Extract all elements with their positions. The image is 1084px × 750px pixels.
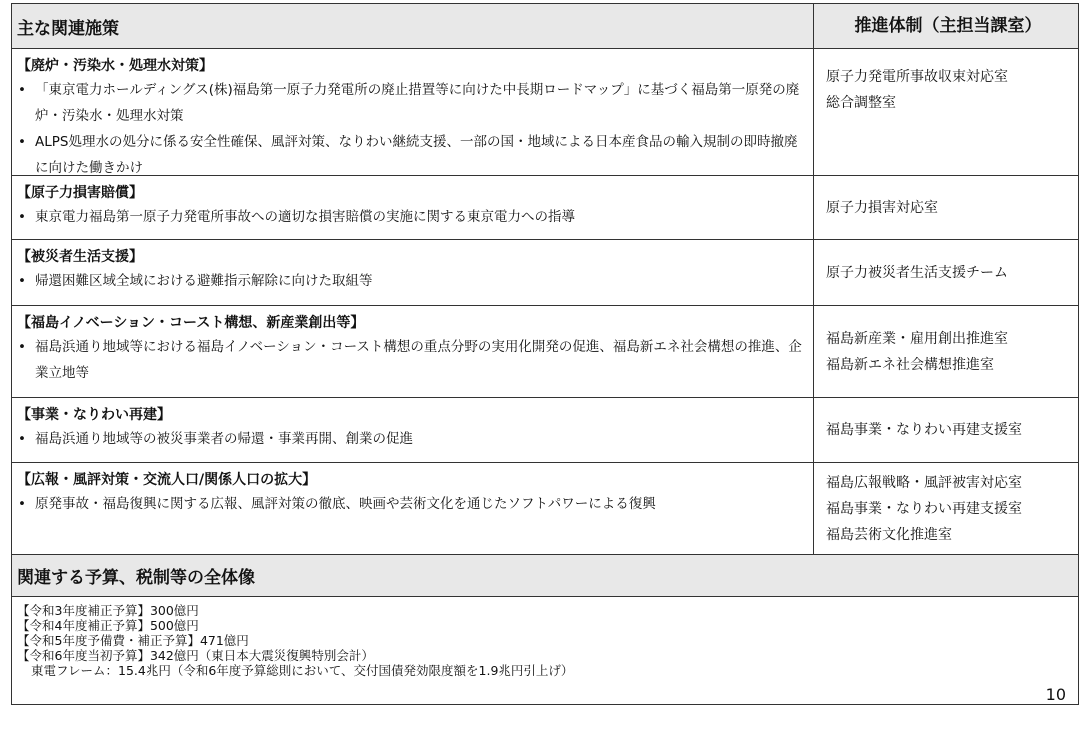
policy-row-public-relations [12,462,1078,554]
policy-cell [12,306,814,397]
page-number: 10 [1045,685,1066,704]
budget-body [12,596,1078,704]
office-cell [814,398,1078,462]
bullet-icon: • [18,82,26,98]
budget-line: 【令和3年度補正予算】300億円 [17,603,199,618]
office-cell [814,463,1078,554]
office-name: 福島新エネ社会構想推進室 [826,356,994,373]
section-title: 【事業・なりわい再建】 [17,407,171,423]
office-cell [814,49,1078,175]
section-title: 【福島イノベーション・コースト構想、新産業創出等】 [17,315,365,331]
bullet-icon: • [18,273,26,289]
office-name: 福島事業・なりわい再建支援室 [826,422,1022,438]
section-title: 【廃炉・汚染水・処理水対策】 [17,58,213,74]
policy-cell [12,398,814,462]
bullet-item: • ALPS処理水の処分に係る安全性確保、風評対策、なりわい継続支援、一部の国・地域による日本産食品の輸入規制の即時撤廃に向けた働きかけ [17,129,807,181]
office-name: 原子力損害対応室 [826,199,938,216]
budget-section [12,554,1078,704]
office-name: 原子力発電所事故収束対応室 [826,69,1008,85]
policy-cell [12,49,814,175]
policy-row-business-rebuild [12,397,1078,462]
section-title: 【原子力損害賠償】 [17,185,143,201]
office-name: 総合調整室 [826,95,896,111]
office-name: 原子力被災者生活支援チーム [826,264,1008,281]
office-cell [814,176,1078,239]
bullet-item: • 福島浜通り地域等における福島イノベーション・コースト構想の重点分野の実用化開発の促進、福島新エネ社会構想の推進、企業立地等 [17,334,807,386]
policy-row-decommissioning [12,48,1078,175]
policy-row-livelihood-support [12,239,1078,305]
policy-cell [12,176,814,239]
policy-table [11,3,1079,705]
office-name: 福島芸術文化推進室 [826,526,952,543]
bullet-item: • 帰還困難区域全域における避難指示解除に向けた取組等 [17,268,807,294]
policy-row-innovation-coast [12,305,1078,397]
bullet-icon: • [18,431,26,447]
office-cell [814,240,1078,305]
bullet-item: • 「東京電力ホールディングス(株)福島第一原子力発電所の廃止措置等に向けた中長期ロードマップ」に基づく福島第一原発の廃炉・汚染水・処理水対策 [17,77,807,129]
budget-line: 東電フレーム：15.4兆円（令和6年度予算総則において、交付国債発効限度額を1.9兆円引上げ） [31,663,574,678]
office-name: 福島事業・なりわい再建支援室 [826,500,1022,517]
bullet-icon: • [18,134,26,150]
bullet-item: • 東京電力福島第一原子力発電所事故への適切な損害賠償の実施に関する東京電力への指導 [17,204,807,230]
section-title: 【被災者生活支援】 [17,249,143,265]
section-title: 【広報・風評対策・交流人口/関係人口の拡大】 [17,472,317,488]
office-name: 福島広報戦略・風評被害対応室 [826,474,1022,491]
budget-title: 関連する予算、税制等の全体像 [12,555,1078,596]
policy-cell [12,240,814,305]
bullet-item: • 原発事故・福島復興に関する広報、風評対策の徹底、映画や芸術文化を通じたソフトパワーによる復興 [17,491,807,517]
bullet-icon: • [18,209,26,225]
policy-row-compensation [12,175,1078,239]
office-name: 福島新産業・雇用創出推進室 [826,330,1008,347]
budget-line: 【令和5年度予備費・補正予算】471億円 [17,633,249,648]
bullet-icon: • [18,339,26,355]
budget-line: 【令和4年度補正予算】500億円 [17,618,199,633]
policy-cell [12,463,814,554]
office-cell [814,306,1078,397]
header-promotion-system: 推進体制（主担当課室） [854,16,1042,36]
header-main-policies: 主な関連施策 [12,4,814,48]
bullet-icon: • [18,496,26,512]
table-header-row [12,4,1078,48]
bullet-item: • 福島浜通り地域等の被災事業者の帰還・事業再開、創業の促進 [17,426,807,452]
budget-line: 【令和6年度当初予算】342億円（東日本大震災復興特別会計） [17,648,374,663]
